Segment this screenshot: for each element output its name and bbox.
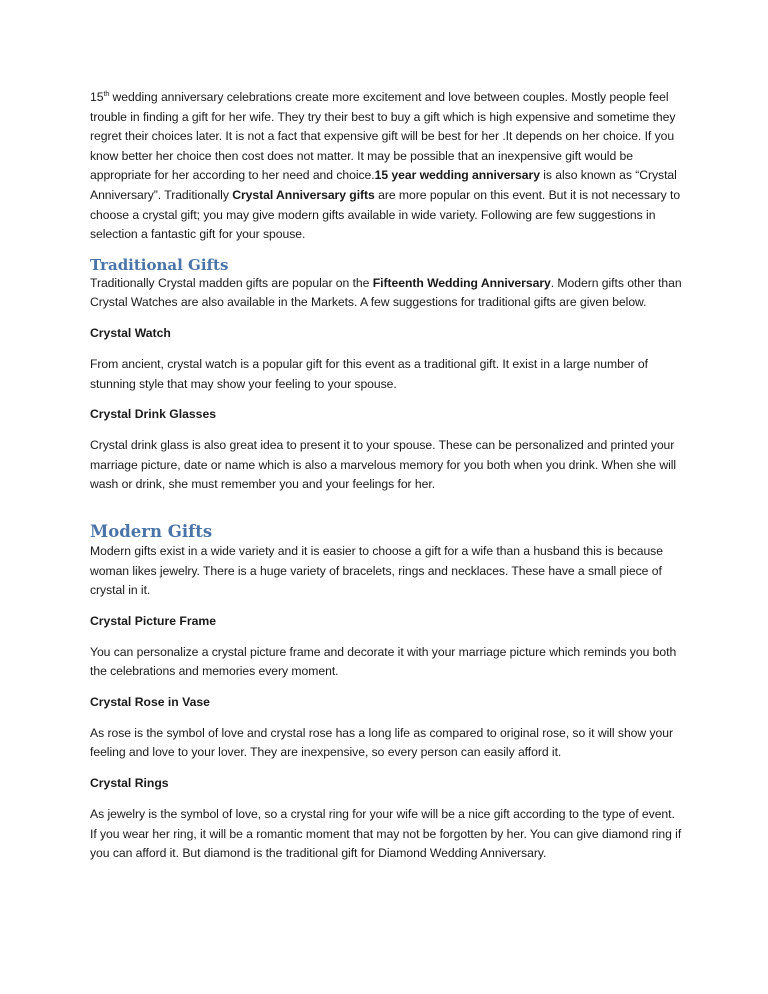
traditional-gifts-heading: Traditional Gifts — [90, 255, 229, 274]
intro-bold-2: Crystal Anniversary gifts — [232, 187, 375, 202]
traditional-intro-paragraph — [90, 274, 682, 313]
intro-bold-1: 15 year wedding anniversary — [374, 168, 540, 183]
crystal-watch-text: From ancient, crystal watch is a popular gift for this event as a traditional gift. It exist in a large number of stunning style that may show your feeling to your spouse. — [90, 356, 648, 391]
intro-text-1: wedding anniversary celebrations create more excitement and love between couples. Mostly people feel trouble in finding a gift for her wife. They try their best to buy a gift which is high expensive and sometime they regret their choices later. It is not a fact that expensive gift will be best for her .It depends on her choice. If you know better her choice then cost does not matter. It may be possible that an inexpensive gift would be appropriate for her according to her need and choice. — [90, 90, 676, 183]
intro-paragraph — [90, 88, 682, 245]
crystal-watch-heading: Crystal Watch — [90, 325, 171, 340]
traditional-text-2: . Modern gifts other than Crystal Watches are also available in the Markets. A few suggestions for traditional gifts are given below. — [90, 275, 682, 310]
intro-number: 15 — [90, 90, 104, 104]
modern-gifts-heading: Modern Gifts — [90, 521, 213, 541]
crystal-drink-glasses-text: Crystal drink glass is also great idea to present it to your spouse. These can be personalized and printed your marriage picture, date or name which is also a marvelous memory for you both when you drink. When she will wash or drink, she must remember you and your feelings for her. — [90, 438, 677, 492]
modern-intro-paragraph: Modern gifts exist in a wide variety and it is easier to choose a gift for a wife than a husband this is because woman likes jewelry. There is a huge variety of bracelets, rings and necklaces. These have a small piece of crystal in it. — [90, 543, 663, 598]
crystal-rings-heading: Crystal Rings — [90, 776, 169, 791]
intro-text-2: is also known as “Crystal Anniversary”. Traditionally — [90, 168, 677, 202]
traditional-bold-1: Fifteenth Wedding Anniversary — [372, 275, 551, 290]
intro-superscript: th — [103, 90, 110, 98]
crystal-rose-in-vase-text: As rose is the symbol of love and crystal rose has a long life as compared to original rose, so it will show your feeling and love to your lover. They are inexpensive, so every person can easily afford it. — [90, 725, 674, 760]
crystal-rose-in-vase-heading: Crystal Rose in Vase — [90, 694, 210, 709]
crystal-drink-glasses-heading: Crystal Drink Glasses — [90, 407, 217, 422]
crystal-picture-frame-text: You can personalize a crystal picture frame and decorate it with your marriage picture which reminds you both the celebrations and memories every moment. — [90, 644, 677, 679]
crystal-rings-text: As jewelry is the symbol of love, so a crystal ring for your wife will be a nice gift according to the type of event. If you wear her ring, it will be a romantic moment that may not be forgotten by her. You can give diamond ring if you can afford it. But diamond is the traditional gift for Diamond Wedding Anniversary. — [90, 807, 682, 861]
traditional-text-1: Traditionally Crystal madden gifts are popular on the — [90, 275, 373, 290]
crystal-picture-frame-heading: Crystal Picture Frame — [90, 613, 216, 628]
document-body — [90, 88, 682, 875]
intro-text-3: are more popular on this event. But it is not necessary to choose a crystal gift; you may give modern gifts available in wide variety. Following are few suggestions in selection a fantastic gift for your spouse. — [90, 187, 681, 242]
